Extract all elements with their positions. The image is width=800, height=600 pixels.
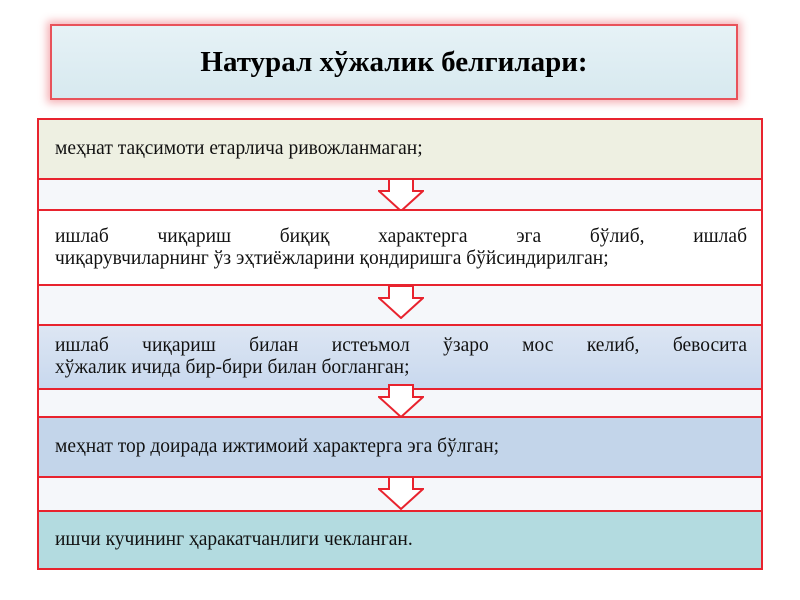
flow-step-5 xyxy=(37,510,763,570)
flow-step-3-text xyxy=(55,335,747,379)
flow-step-1 xyxy=(37,118,763,180)
flow-step-1-text: меҳнат тақсимоти етарлича ривожланмаган; xyxy=(55,138,423,159)
flow-step-2-text xyxy=(55,226,747,270)
down-arrow-icon xyxy=(378,178,424,212)
flow-step-2-line-2: чиқарувчиларнинг ўз эҳтиёжларини қондиришга бўйсиндирилган; xyxy=(55,247,609,269)
diagram-title: Натурал хўжалик белгилари: xyxy=(200,45,588,78)
flow-step-3-line-2: хўжалик ичида бир-бири билан богланган; xyxy=(55,357,410,378)
flow-step-4 xyxy=(37,416,763,478)
flow-step-2-line-1: ишлаб чиқариш биқиқ характерга эга бўлиб, ишлаб xyxy=(55,225,747,247)
title-box xyxy=(50,24,738,100)
down-arrow-icon xyxy=(378,384,424,418)
down-arrow-icon xyxy=(378,476,424,510)
down-arrow-icon xyxy=(378,285,424,319)
flow-step-5-text: ишчи кучининг ҳаракатчанлиги чекланган. xyxy=(55,529,413,550)
flow-step-3 xyxy=(37,324,763,390)
flow-step-4-text: меҳнат тор доирада ижтимоий характерга эга бўлган; xyxy=(55,436,500,457)
flow-step-3-line-1: ишлаб чиқариш билан истеъмол ўзаро мос келиб, бевосита xyxy=(55,335,747,356)
flow-step-2 xyxy=(37,209,763,286)
